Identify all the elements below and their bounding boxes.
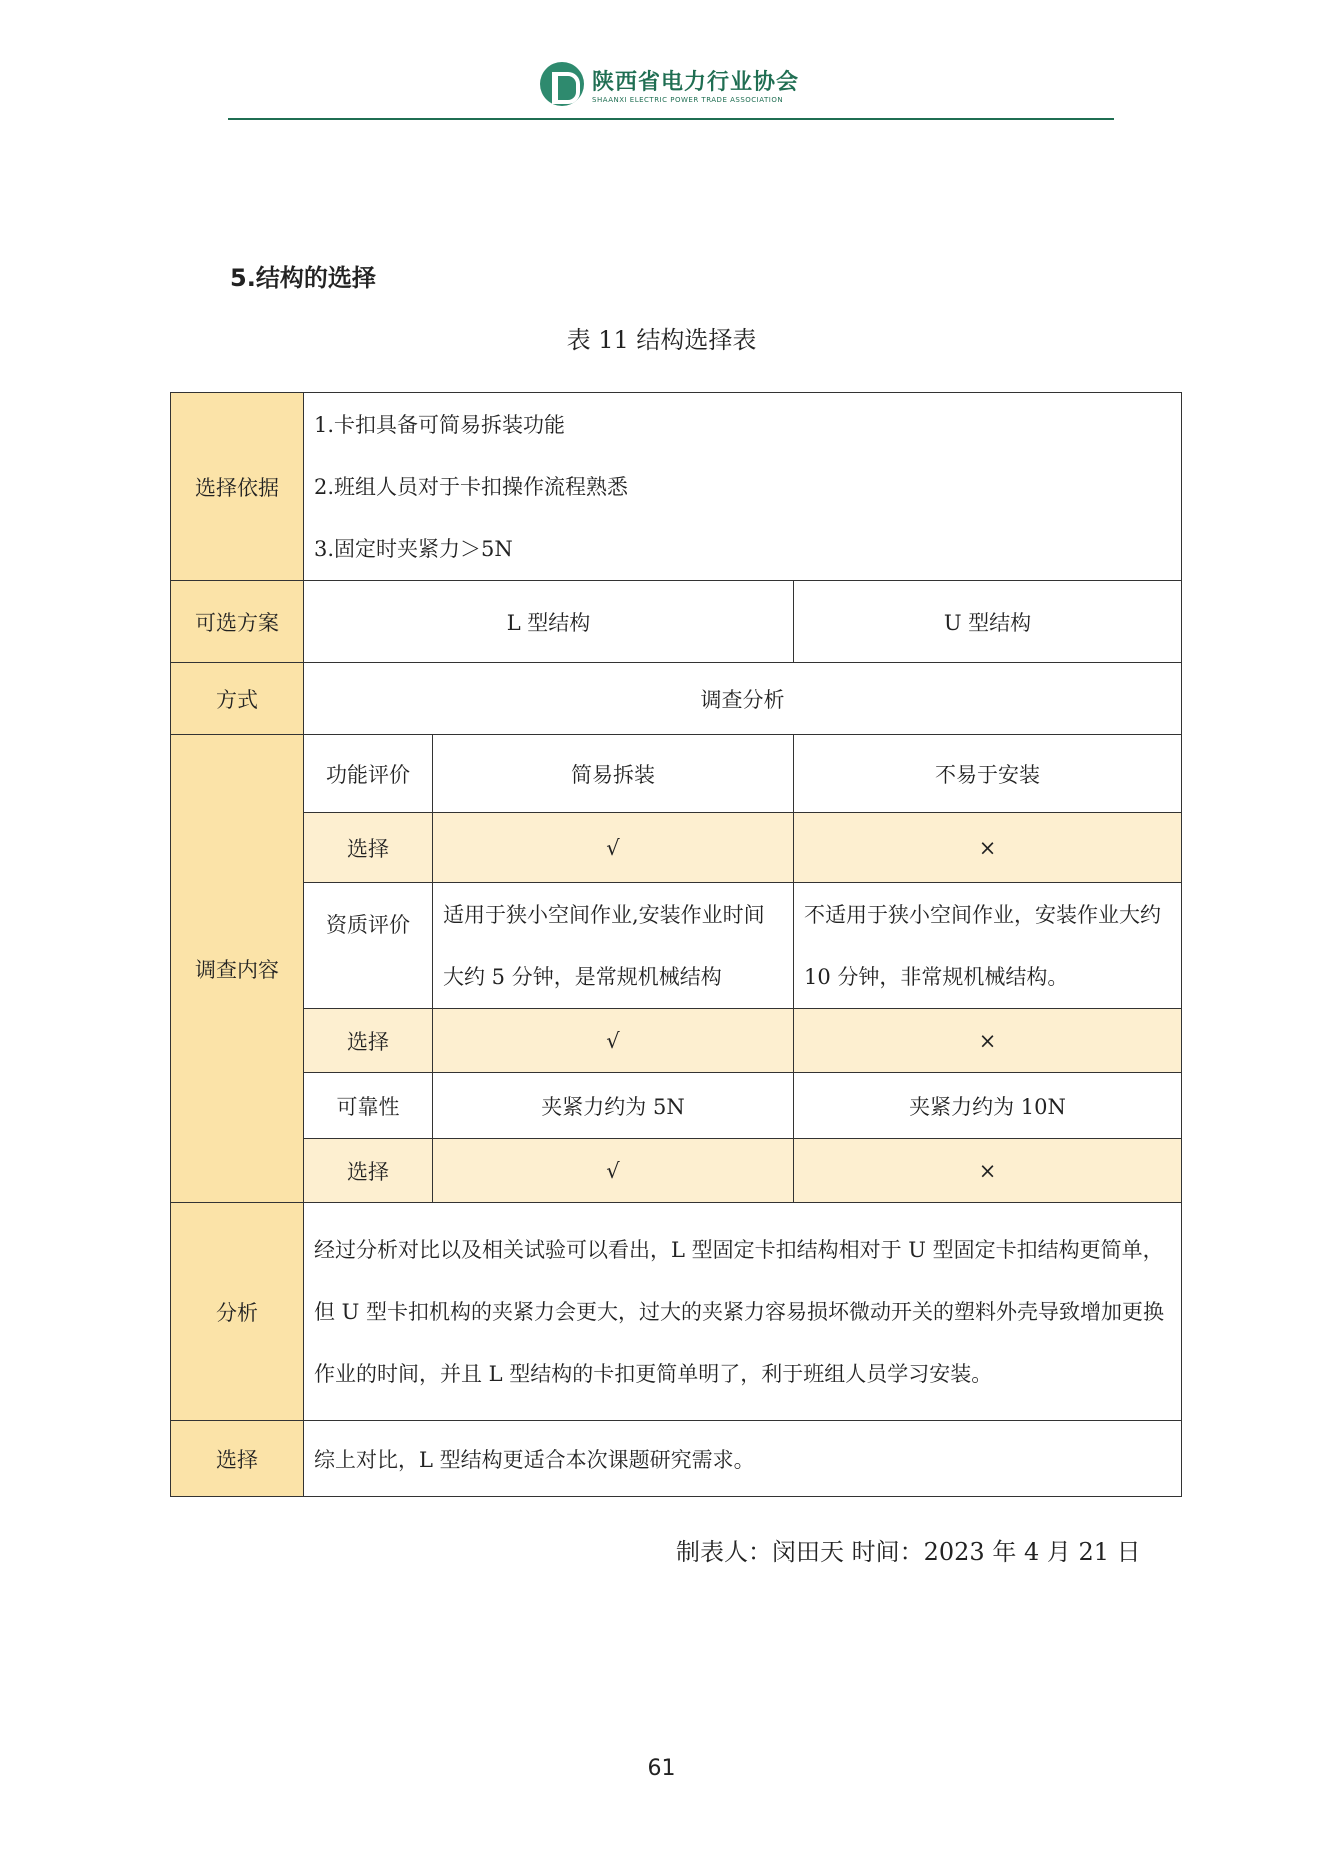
u-cell: 夹紧力约为 10N	[794, 1073, 1182, 1139]
l-cell: √	[433, 1009, 794, 1073]
criterion-cell: 功能评价	[304, 735, 433, 813]
basis-label: 选择依据	[171, 393, 304, 581]
l-cell: 简易拆装	[433, 735, 794, 813]
u-cell: ×	[794, 1139, 1182, 1203]
analysis-label: 分析	[171, 1203, 304, 1421]
logo	[540, 62, 799, 106]
selection-label: 选择	[171, 1421, 304, 1497]
criterion-cell: 选择	[304, 1009, 433, 1073]
analysis-text: 经过分析对比以及相关试验可以看出，L 型固定卡扣结构相对于 U 型固定卡扣结构更简单，但 U 型卡扣机构的夹紧力会更大，过大的夹紧力容易损坏微动开关的塑料外壳导致增加更换作业的时间，并且 L 型结构的卡扣更简单明了，利于班组人员学习安装。	[304, 1203, 1182, 1421]
u-cell: 不适用于狭小空间作业，安装作业大约 10 分钟，非常规机械结构。	[794, 883, 1182, 1009]
header-rule	[228, 118, 1114, 120]
criterion-cell: 选择	[304, 1139, 433, 1203]
method-value: 调查分析	[304, 663, 1182, 735]
u-cell: ×	[794, 1009, 1182, 1073]
table-footer-note: 制表人：闵田天 时间：2023 年 4 月 21 日	[676, 1538, 1141, 1566]
l-cell: √	[433, 813, 794, 883]
basis-item: 1.卡扣具备可简易拆装功能	[314, 412, 566, 437]
l-cell: 适用于狭小空间作业,安装作业时间大约 5 分钟，是常规机械结构	[433, 883, 794, 1009]
basis-items	[304, 393, 1182, 581]
page-header	[228, 62, 1114, 122]
section-title: 5.结构的选择	[230, 264, 376, 292]
association-logo-icon	[540, 62, 584, 106]
l-cell: √	[433, 1139, 794, 1203]
basis-item: 3.固定时夹紧力＞5N	[314, 536, 513, 561]
u-cell: ×	[794, 813, 1182, 883]
table-caption: 表 11 结构选择表	[566, 326, 757, 354]
structure-selection-table	[170, 392, 1182, 1497]
l-cell: 夹紧力约为 5N	[433, 1073, 794, 1139]
basis-item: 2.班组人员对于卡扣操作流程熟悉	[314, 474, 629, 499]
criterion-cell: 选择	[304, 813, 433, 883]
selection-text: 综上对比，L 型结构更适合本次课题研究需求。	[304, 1421, 1182, 1497]
page-number: 61	[647, 1756, 676, 1781]
criterion-cell: 资质评价	[304, 883, 433, 1009]
options-label: 可选方案	[171, 581, 304, 663]
survey-label: 调查内容	[171, 735, 304, 1203]
method-label: 方式	[171, 663, 304, 735]
org-name-en: SHAANXI ELECTRIC POWER TRADE ASSOCIATION	[592, 95, 784, 104]
org-name-cn: 陕西省电力行业协会	[592, 69, 800, 95]
u-cell: 不易于安装	[794, 735, 1182, 813]
option-u: U 型结构	[794, 581, 1182, 663]
option-l: L 型结构	[304, 581, 794, 663]
criterion-cell: 可靠性	[304, 1073, 433, 1139]
